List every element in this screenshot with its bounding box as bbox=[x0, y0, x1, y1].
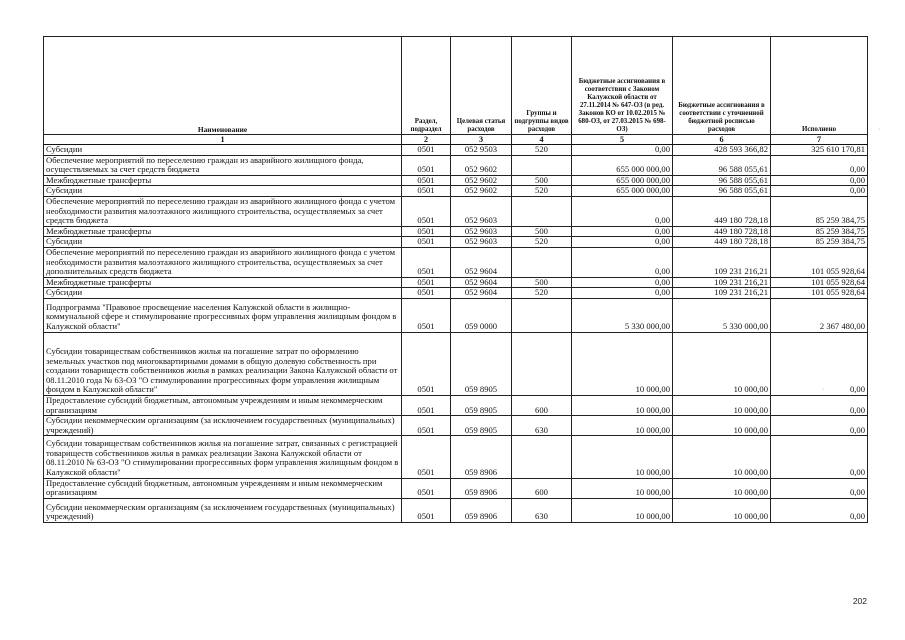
row-refined-amount: 5 330 000,00 bbox=[673, 298, 771, 332]
row-executed-amount: 85 259 384,75 bbox=[771, 237, 868, 248]
column-number-row bbox=[44, 135, 868, 145]
row-law-amount: 655 000 000,00 bbox=[572, 155, 673, 175]
row-group bbox=[512, 298, 572, 332]
row-law-amount: 5 330 000,00 bbox=[572, 298, 673, 332]
row-law-amount: 10 000,00 bbox=[572, 436, 673, 478]
row-name: Обеспечение мероприятий по переселению граждан из аварийного жилищного фонда с учетом необходимости развития малоэтажного жилищного строительства, осуществляемых за счет средств бюджета bbox=[44, 196, 402, 226]
row-target: 052 9604 bbox=[451, 247, 512, 277]
table-row bbox=[44, 155, 868, 175]
col-number: 5 bbox=[572, 135, 673, 145]
row-group: 630 bbox=[512, 416, 572, 436]
col-number: 1 bbox=[44, 135, 402, 145]
row-law-amount: 655 000 000,00 bbox=[572, 186, 673, 197]
row-name: Предоставление субсидий бюджетным, автономным учреждениям и иным некоммерческим организациям bbox=[44, 478, 402, 498]
row-group bbox=[512, 247, 572, 277]
row-executed-amount: 0,00 bbox=[771, 332, 868, 395]
col-number: 6 bbox=[673, 135, 771, 145]
row-name: Межбюджетные трансферты bbox=[44, 226, 402, 237]
header-groups: Группы и подгруппы видов расходов bbox=[512, 37, 572, 135]
row-executed-amount: 0,00 bbox=[771, 395, 868, 415]
row-executed-amount: 101 055 928,64 bbox=[771, 288, 868, 299]
row-group: 520 bbox=[512, 288, 572, 299]
row-section: 0501 bbox=[402, 226, 451, 237]
header-target: Целевая статья расходов bbox=[451, 37, 512, 135]
row-refined-amount: 109 231 216,21 bbox=[673, 288, 771, 299]
row-law-amount: 0,00 bbox=[572, 196, 673, 226]
row-refined-amount: 96 588 055,61 bbox=[673, 155, 771, 175]
row-law-amount: 10 000,00 bbox=[572, 416, 673, 436]
row-executed-amount: 0,00 bbox=[771, 155, 868, 175]
row-law-amount: 0,00 bbox=[572, 237, 673, 248]
row-section: 0501 bbox=[402, 298, 451, 332]
table-row bbox=[44, 277, 868, 288]
row-refined-amount: 449 180 728,18 bbox=[673, 237, 771, 248]
row-refined-amount: 10 000,00 bbox=[673, 478, 771, 498]
col-number: 4 bbox=[512, 135, 572, 145]
row-name: Субсидии bbox=[44, 288, 402, 299]
row-name: Субсидии некоммерческим организациям (за исключением государственных (муниципальных) учреждений) bbox=[44, 416, 402, 436]
row-refined-amount: 10 000,00 bbox=[673, 498, 771, 522]
scan-speck: · bbox=[878, 126, 881, 133]
header-refined-allocations: Бюджетные ассигнования в соответствии с уточненной бюджетной росписью расходов bbox=[673, 37, 771, 135]
row-refined-amount: 96 588 055,61 bbox=[673, 175, 771, 186]
row-target: 059 0000 bbox=[451, 298, 512, 332]
table-row bbox=[44, 498, 868, 522]
table-row bbox=[44, 436, 868, 478]
row-section: 0501 bbox=[402, 247, 451, 277]
row-executed-amount: 325 610 170,81 bbox=[771, 145, 868, 156]
row-group: 520 bbox=[512, 145, 572, 156]
row-law-amount: 10 000,00 bbox=[572, 332, 673, 395]
row-target: 052 9602 bbox=[451, 155, 512, 175]
row-group bbox=[512, 436, 572, 478]
table-row bbox=[44, 395, 868, 415]
row-section: 0501 bbox=[402, 498, 451, 522]
row-section: 0501 bbox=[402, 145, 451, 156]
row-group: 500 bbox=[512, 175, 572, 186]
row-refined-amount: 10 000,00 bbox=[673, 395, 771, 415]
row-refined-amount: 10 000,00 bbox=[673, 332, 771, 395]
table-row bbox=[44, 196, 868, 226]
row-target: 059 8906 bbox=[451, 478, 512, 498]
row-target: 059 8906 bbox=[451, 436, 512, 478]
row-law-amount: 0,00 bbox=[572, 288, 673, 299]
row-name: Обеспечение мероприятий по переселению граждан из аварийного жилищного фонда с учетом необходимости развития малоэтажного жилищного строительства, осуществляемых за счет дополнительных средств бюджета bbox=[44, 247, 402, 277]
row-law-amount: 0,00 bbox=[572, 145, 673, 156]
row-section: 0501 bbox=[402, 416, 451, 436]
row-executed-amount: 2 367 480,00 bbox=[771, 298, 868, 332]
row-target: 059 8906 bbox=[451, 498, 512, 522]
row-executed-amount: 85 259 384,75 bbox=[771, 226, 868, 237]
row-section: 0501 bbox=[402, 155, 451, 175]
row-target: 059 8905 bbox=[451, 395, 512, 415]
row-group: 600 bbox=[512, 395, 572, 415]
row-target: 052 9602 bbox=[451, 175, 512, 186]
table-body bbox=[44, 145, 868, 523]
row-target: 052 9603 bbox=[451, 196, 512, 226]
row-name: Субсидии bbox=[44, 145, 402, 156]
table-row bbox=[44, 186, 868, 197]
row-group bbox=[512, 155, 572, 175]
row-executed-amount: 85 259 384,75 bbox=[771, 196, 868, 226]
table-row bbox=[44, 175, 868, 186]
row-section: 0501 bbox=[402, 186, 451, 197]
row-law-amount: 0,00 bbox=[572, 277, 673, 288]
row-name: Предоставление субсидий бюджетным, автономным учреждениям и иным некоммерческим организациям bbox=[44, 395, 402, 415]
row-group: 520 bbox=[512, 186, 572, 197]
row-refined-amount: 109 231 216,21 bbox=[673, 247, 771, 277]
row-target: 052 9603 bbox=[451, 237, 512, 248]
row-section: 0501 bbox=[402, 395, 451, 415]
table-row bbox=[44, 247, 868, 277]
row-executed-amount: 0,00 bbox=[771, 436, 868, 478]
row-executed-amount: 0,00 bbox=[771, 175, 868, 186]
row-group bbox=[512, 196, 572, 226]
budget-execution-table bbox=[43, 36, 868, 523]
scan-speck: · bbox=[822, 386, 825, 393]
row-group: 600 bbox=[512, 478, 572, 498]
row-section: 0501 bbox=[402, 277, 451, 288]
row-section: 0501 bbox=[402, 196, 451, 226]
row-executed-amount: 0,00 bbox=[771, 416, 868, 436]
row-target: 052 9503 bbox=[451, 145, 512, 156]
row-target: 052 9604 bbox=[451, 288, 512, 299]
row-section: 0501 bbox=[402, 478, 451, 498]
row-section: 0501 bbox=[402, 436, 451, 478]
row-name: Субсидии bbox=[44, 237, 402, 248]
header-section: Раздел, подраздел bbox=[402, 37, 451, 135]
row-section: 0501 bbox=[402, 288, 451, 299]
row-executed-amount: 101 055 928,64 bbox=[771, 277, 868, 288]
table-row bbox=[44, 237, 868, 248]
row-target: 052 9603 bbox=[451, 226, 512, 237]
row-law-amount: 10 000,00 bbox=[572, 478, 673, 498]
row-refined-amount: 10 000,00 bbox=[673, 416, 771, 436]
table-row bbox=[44, 298, 868, 332]
row-name: Межбюджетные трансферты bbox=[44, 277, 402, 288]
row-group: 500 bbox=[512, 226, 572, 237]
row-executed-amount: 0,00 bbox=[771, 186, 868, 197]
col-number: 2 bbox=[402, 135, 451, 145]
row-refined-amount: 109 231 216,21 bbox=[673, 277, 771, 288]
row-name: Субсидии товариществам собственников жилья на погашение затрат, связанных с регистрацией товариществ собственников жилья в рамках реализации Закона Калужской области от 08.11.2010 № 63-ОЗ "О стимулировании прогрессивных форм управления жилищным фондом в Калужской области" bbox=[44, 436, 402, 478]
row-refined-amount: 428 593 366,82 bbox=[673, 145, 771, 156]
row-name: Субсидии некоммерческим организациям (за исключением государственных (муниципальных) учреждений) bbox=[44, 498, 402, 522]
header-name: Наименование bbox=[44, 37, 402, 135]
header-law-allocations: Бюджетные ассигнования в соответствии с Законом Калужской области от 27.11.2014 № 647-ОЗ (в ред. Законов КО от 10.02.2015 № 680-ОЗ, от 27.03.2015 № 698-ОЗ) bbox=[572, 37, 673, 135]
row-name: Обеспечение мероприятий по переселению граждан из аварийного жилищного фонда, осуществляемых за счет средств бюджета bbox=[44, 155, 402, 175]
row-law-amount: 10 000,00 bbox=[572, 395, 673, 415]
row-name: Подпрограмма "Правовое просвещение населения Калужской области в жилищно-коммунальной сфере и стимулирование прогрессивных форм управления жилищным фондом в Калужской области" bbox=[44, 298, 402, 332]
row-name: Межбюджетные трансферты bbox=[44, 175, 402, 186]
row-group: 500 bbox=[512, 277, 572, 288]
row-group bbox=[512, 332, 572, 395]
row-refined-amount: 449 180 728,18 bbox=[673, 196, 771, 226]
row-executed-amount: 0,00 bbox=[771, 498, 868, 522]
row-name: Субсидии bbox=[44, 186, 402, 197]
row-section: 0501 bbox=[402, 332, 451, 395]
row-section: 0501 bbox=[402, 237, 451, 248]
table-header-row bbox=[44, 37, 868, 135]
row-target: 052 9602 bbox=[451, 186, 512, 197]
header-executed: Исполнено bbox=[771, 37, 868, 135]
page-number: 202 bbox=[852, 596, 867, 606]
row-group: 520 bbox=[512, 237, 572, 248]
table-row bbox=[44, 145, 868, 156]
row-law-amount: 655 000 000,00 bbox=[572, 175, 673, 186]
row-law-amount: 10 000,00 bbox=[572, 498, 673, 522]
col-number: 3 bbox=[451, 135, 512, 145]
row-group: 630 bbox=[512, 498, 572, 522]
budget-sheet bbox=[43, 36, 867, 523]
table-row bbox=[44, 226, 868, 237]
row-section: 0501 bbox=[402, 175, 451, 186]
row-target: 059 8905 bbox=[451, 416, 512, 436]
row-law-amount: 0,00 bbox=[572, 226, 673, 237]
row-refined-amount: 10 000,00 bbox=[673, 436, 771, 478]
col-number: 7 bbox=[771, 135, 868, 145]
row-refined-amount: 96 588 055,61 bbox=[673, 186, 771, 197]
table-row bbox=[44, 416, 868, 436]
row-executed-amount: 0,00 bbox=[771, 478, 868, 498]
row-law-amount: 0,00 bbox=[572, 247, 673, 277]
table-row bbox=[44, 478, 868, 498]
row-refined-amount: 449 180 728,18 bbox=[673, 226, 771, 237]
row-target: 052 9604 bbox=[451, 277, 512, 288]
row-name: Субсидии товариществам собственников жилья на погашение затрат по оформлению земельных участков под многоквартирными домами в общую долевую собственность при создании товариществ собственников жилья в рамках реализации Закона Калужской области от 08.11.2010 года № 63-ОЗ "О стимулировании прогрессивных форм управления жилищным фондом в Калужской области" bbox=[44, 332, 402, 395]
table-row bbox=[44, 332, 868, 395]
row-target: 059 8905 bbox=[451, 332, 512, 395]
row-executed-amount: 101 055 928,64 bbox=[771, 247, 868, 277]
table-row bbox=[44, 288, 868, 299]
